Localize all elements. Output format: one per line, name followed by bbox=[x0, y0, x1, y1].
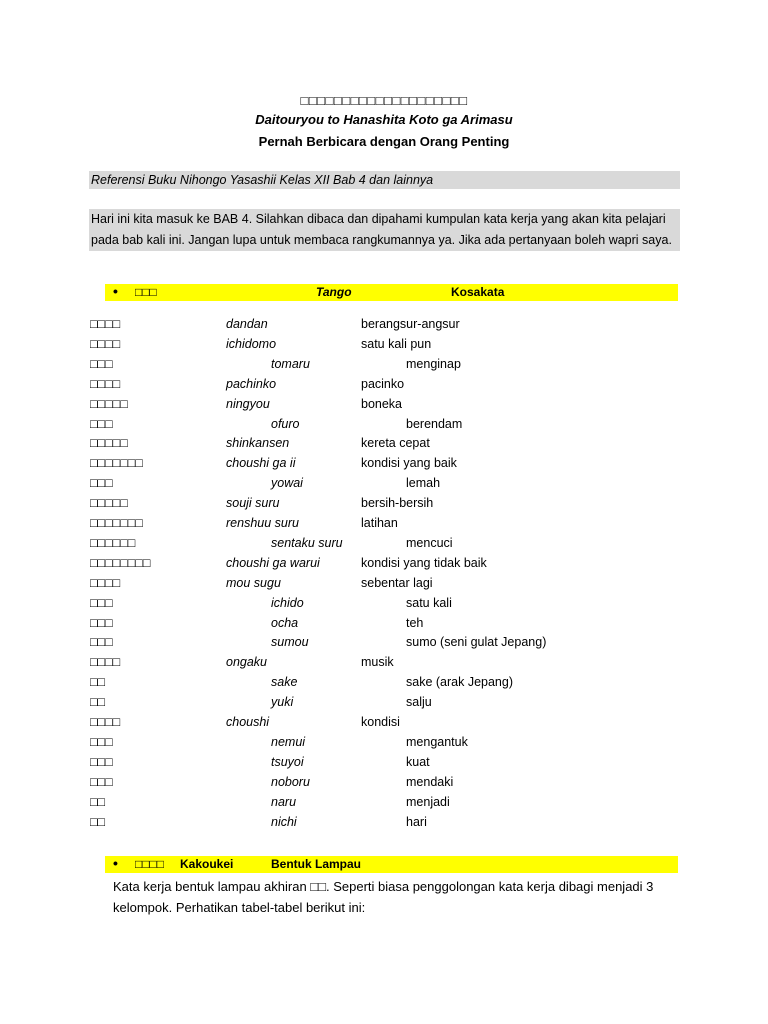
vocab-romaji: shinkansen bbox=[226, 436, 290, 451]
vocab-section-heading bbox=[105, 284, 678, 301]
vocab-row bbox=[0, 616, 768, 636]
vocab-japanese: □□□□□ bbox=[90, 496, 128, 511]
vocab-row bbox=[0, 516, 768, 536]
reference-note: Referensi Buku Nihongo Yasashii Kelas XII Bab 4 dan lainnya bbox=[89, 171, 680, 189]
indonesian-title: Pernah Berbicara dengan Orang Penting bbox=[258, 134, 510, 149]
vocab-row bbox=[0, 357, 768, 377]
vocab-meaning: kondisi yang tidak baik bbox=[361, 555, 487, 570]
vocab-heading-romaji: Tango bbox=[316, 285, 352, 299]
vocab-meaning: salju bbox=[406, 695, 432, 710]
vocab-romaji: souji suru bbox=[226, 496, 280, 511]
vocab-japanese: □□□□ bbox=[90, 655, 121, 670]
vocab-romaji: pachinko bbox=[226, 376, 277, 391]
vocab-meaning: musik bbox=[361, 655, 394, 670]
vocab-row bbox=[0, 397, 768, 417]
vocab-meaning: kondisi bbox=[361, 715, 400, 729]
vocab-japanese: □□□ bbox=[90, 774, 113, 789]
vocab-romaji: ichido bbox=[271, 595, 304, 610]
vocab-japanese: □□□ bbox=[90, 734, 113, 749]
vocab-japanese: □□□□ bbox=[90, 575, 121, 590]
vocab-romaji: tsuyoi bbox=[271, 754, 304, 769]
vocab-romaji: nichi bbox=[271, 814, 297, 829]
vocab-japanese: □□□ bbox=[90, 615, 113, 630]
vocab-meaning: kondisi yang baik bbox=[361, 456, 457, 471]
vocab-row bbox=[0, 695, 768, 715]
vocab-meaning: mengantuk bbox=[406, 734, 468, 749]
vocab-meaning: hari bbox=[406, 814, 427, 829]
vocab-japanese: □□□□□□□ bbox=[90, 516, 143, 530]
vocab-romaji: ningyou bbox=[226, 396, 270, 411]
vocab-heading-indonesian: Kosakata bbox=[451, 285, 505, 299]
vocab-row bbox=[0, 576, 768, 596]
past-tense-section-heading bbox=[105, 856, 678, 873]
vocab-meaning: latihan bbox=[361, 516, 398, 530]
vocab-meaning: satu kali pun bbox=[361, 336, 432, 351]
vocab-meaning: bersih-bersih bbox=[361, 496, 434, 511]
vocab-meaning: sake (arak Jepang) bbox=[406, 675, 514, 690]
vocab-romaji: naru bbox=[271, 794, 297, 809]
vocab-romaji: tomaru bbox=[271, 356, 310, 371]
vocab-japanese: □□□ bbox=[90, 416, 113, 431]
vocab-row bbox=[0, 735, 768, 755]
vocab-row bbox=[0, 675, 768, 695]
vocab-romaji: mou sugu bbox=[226, 575, 281, 590]
vocab-japanese: □□□□□□□ bbox=[90, 456, 143, 471]
past-heading-romaji: Kakoukei bbox=[180, 857, 234, 871]
vocab-japanese: □□□□ bbox=[90, 715, 121, 729]
vocab-row bbox=[0, 417, 768, 437]
vocab-romaji: sumou bbox=[271, 635, 309, 650]
vocab-row bbox=[0, 655, 768, 675]
vocab-japanese: □□□□□□□□ bbox=[90, 555, 151, 570]
vocab-japanese: □□ bbox=[90, 814, 106, 829]
vocab-japanese: □□□ bbox=[90, 476, 113, 491]
bullet-icon: • bbox=[113, 283, 118, 299]
vocab-meaning: sebentar lagi bbox=[361, 575, 433, 590]
vocab-japanese: □□□□ bbox=[90, 376, 121, 391]
vocab-japanese: □□□□ bbox=[90, 317, 121, 331]
vocab-romaji: ichidomo bbox=[226, 336, 277, 351]
vocab-row bbox=[0, 496, 768, 516]
vocab-meaning: pacinko bbox=[361, 376, 405, 391]
vocab-meaning: mencuci bbox=[406, 535, 453, 550]
vocab-meaning: berendam bbox=[406, 416, 463, 431]
past-tense-paragraph: Kata kerja bentuk lampau akhiran □□. Seperti biasa penggolongan kata kerja dibagi menjadi 3 kelompok. Perhatikan tabel-tabel berikut ini: bbox=[113, 879, 654, 915]
vocab-row bbox=[0, 556, 768, 576]
vocab-meaning: menginap bbox=[406, 356, 461, 371]
vocab-meaning: kereta cepat bbox=[361, 436, 430, 451]
vocab-row bbox=[0, 815, 768, 835]
vocab-romaji: yuki bbox=[271, 695, 294, 710]
vocab-japanese: □□ bbox=[90, 794, 106, 809]
vocab-meaning: kuat bbox=[406, 754, 430, 769]
vocab-row bbox=[0, 755, 768, 775]
vocab-romaji: choushi ga warui bbox=[226, 555, 320, 570]
vocab-meaning: sumo (seni gulat Jepang) bbox=[406, 635, 547, 650]
vocab-meaning: lemah bbox=[406, 476, 441, 491]
vocab-japanese: □□□ bbox=[90, 595, 113, 610]
vocab-row bbox=[0, 715, 768, 735]
vocab-row bbox=[0, 795, 768, 815]
vocab-japanese: □□□□□ bbox=[90, 396, 128, 411]
vocab-row bbox=[0, 436, 768, 456]
vocab-meaning: menjadi bbox=[406, 794, 450, 809]
vocab-romaji: yowai bbox=[271, 476, 303, 491]
vocab-japanese: □□ bbox=[90, 675, 106, 690]
vocab-row bbox=[0, 596, 768, 616]
vocab-row bbox=[0, 536, 768, 556]
vocab-romaji: ocha bbox=[271, 615, 299, 630]
vocab-row bbox=[0, 377, 768, 397]
past-heading-indonesian: Bentuk Lampau bbox=[271, 857, 362, 871]
vocab-romaji: sentaku suru bbox=[271, 535, 343, 550]
vocab-row bbox=[0, 476, 768, 496]
vocab-romaji: noboru bbox=[271, 774, 310, 789]
vocab-japanese: □□ bbox=[90, 695, 106, 710]
vocab-japanese: □□□ bbox=[90, 635, 113, 650]
vocab-romaji: sake bbox=[271, 675, 298, 690]
vocab-meaning: berangsur-angsur bbox=[361, 317, 460, 331]
romaji-title: Daitouryou to Hanashita Koto ga Arimasu bbox=[255, 112, 513, 127]
vocab-meaning: mendaki bbox=[406, 774, 454, 789]
vocab-japanese: □□□□ bbox=[90, 336, 121, 351]
vocab-row bbox=[0, 317, 768, 337]
vocab-meaning: teh bbox=[406, 615, 424, 630]
vocab-romaji: dandan bbox=[226, 317, 268, 331]
vocab-japanese: □□□□□□ bbox=[90, 535, 136, 550]
intro-paragraph: Hari ini kita masuk ke BAB 4. Silahkan dibaca dan dipahami kumpulan kata kerja yang akan kita pelajari pada bab kali ini. Jangan lupa untuk membaca rangkumannya ya. Jika ada pertanyaan boleh wapri saya. bbox=[89, 209, 680, 251]
japanese-title: □□□□□□□□□□□□□□□□□□□□ bbox=[300, 93, 468, 108]
vocab-row bbox=[0, 456, 768, 476]
vocab-romaji: nemui bbox=[271, 734, 306, 749]
vocab-row bbox=[0, 337, 768, 357]
vocab-japanese: □□□□□ bbox=[90, 436, 128, 451]
vocab-romaji: choushi ga ii bbox=[226, 456, 296, 471]
past-heading-japanese: □□□□ bbox=[135, 857, 164, 871]
vocab-meaning: boneka bbox=[361, 396, 403, 411]
vocab-romaji: ongaku bbox=[226, 655, 268, 670]
vocab-row bbox=[0, 775, 768, 795]
vocab-romaji: renshuu suru bbox=[226, 516, 299, 530]
vocab-japanese: □□□ bbox=[90, 754, 113, 769]
vocab-japanese: □□□ bbox=[90, 356, 113, 371]
vocab-meaning: satu kali bbox=[406, 595, 452, 610]
vocab-row bbox=[0, 635, 768, 655]
vocab-romaji: ofuro bbox=[271, 416, 300, 431]
bullet-icon: • bbox=[113, 855, 118, 871]
vocab-heading-japanese: □□□ bbox=[135, 285, 157, 299]
vocab-romaji: choushi bbox=[226, 715, 270, 729]
